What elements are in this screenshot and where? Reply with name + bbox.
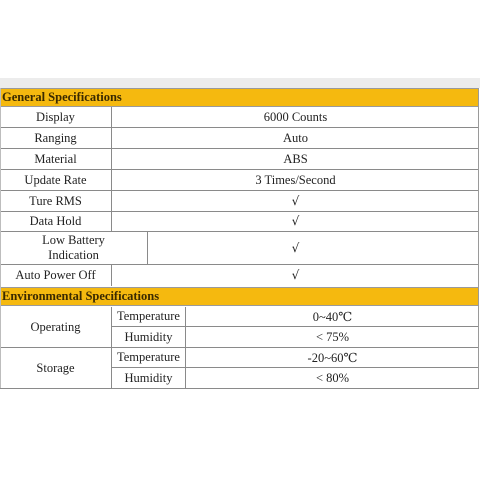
spec-value: ABS <box>283 151 308 166</box>
top-band <box>0 78 480 88</box>
env-param: Temperature <box>112 307 186 326</box>
spec-row-ranging <box>0 128 479 149</box>
spec-value: 3 Times/Second <box>255 172 336 187</box>
env-row-storage-temperature <box>112 348 479 368</box>
spec-label: Ranging <box>0 128 112 148</box>
env-value: 0~40℃ <box>312 309 353 324</box>
env-value: < 80% <box>315 370 350 385</box>
table-left-border <box>0 88 1 388</box>
environmental-specifications-header: Environmental Specifications <box>0 287 479 306</box>
env-row-operating-temperature <box>112 307 479 327</box>
spec-row-display <box>0 107 479 128</box>
check-mark-icon: √ <box>291 268 300 282</box>
env-condition: Storage <box>0 348 112 388</box>
spec-row-data-hold <box>0 212 479 232</box>
env-value: < 75% <box>315 329 350 344</box>
spec-row-true-rms <box>0 191 479 212</box>
env-param: Humidity <box>112 368 186 388</box>
check-mark-icon: √ <box>291 193 300 208</box>
check-mark-icon: √ <box>291 214 300 228</box>
spec-value: 6000 Counts <box>263 109 328 124</box>
env-row-operating-humidity <box>112 327 479 347</box>
env-condition: Operating <box>0 307 112 347</box>
spec-label: Material <box>0 149 112 169</box>
spec-row-material <box>0 149 479 170</box>
env-param: Temperature <box>112 348 186 367</box>
spec-value: Auto <box>283 130 308 145</box>
spec-label: Display <box>0 107 112 127</box>
general-specifications-header: General Specifications <box>0 88 479 107</box>
env-value: -20~60℃ <box>307 350 358 365</box>
spec-label: Low Battery Indication <box>0 232 148 264</box>
env-group-storage <box>0 348 479 389</box>
spec-label: Ture RMS <box>0 191 112 211</box>
spec-row-update-rate <box>0 170 479 191</box>
spec-label: Auto Power Off <box>0 265 112 286</box>
spec-label: Update Rate <box>0 170 112 190</box>
env-group-operating <box>0 307 479 348</box>
table-right-border <box>478 88 479 388</box>
spec-row-low-battery <box>0 232 479 265</box>
spec-label: Data Hold <box>0 212 112 231</box>
env-param: Humidity <box>112 327 186 347</box>
check-mark-icon: √ <box>291 240 300 255</box>
env-row-storage-humidity <box>112 368 479 388</box>
spec-row-auto-power-off <box>0 265 479 286</box>
